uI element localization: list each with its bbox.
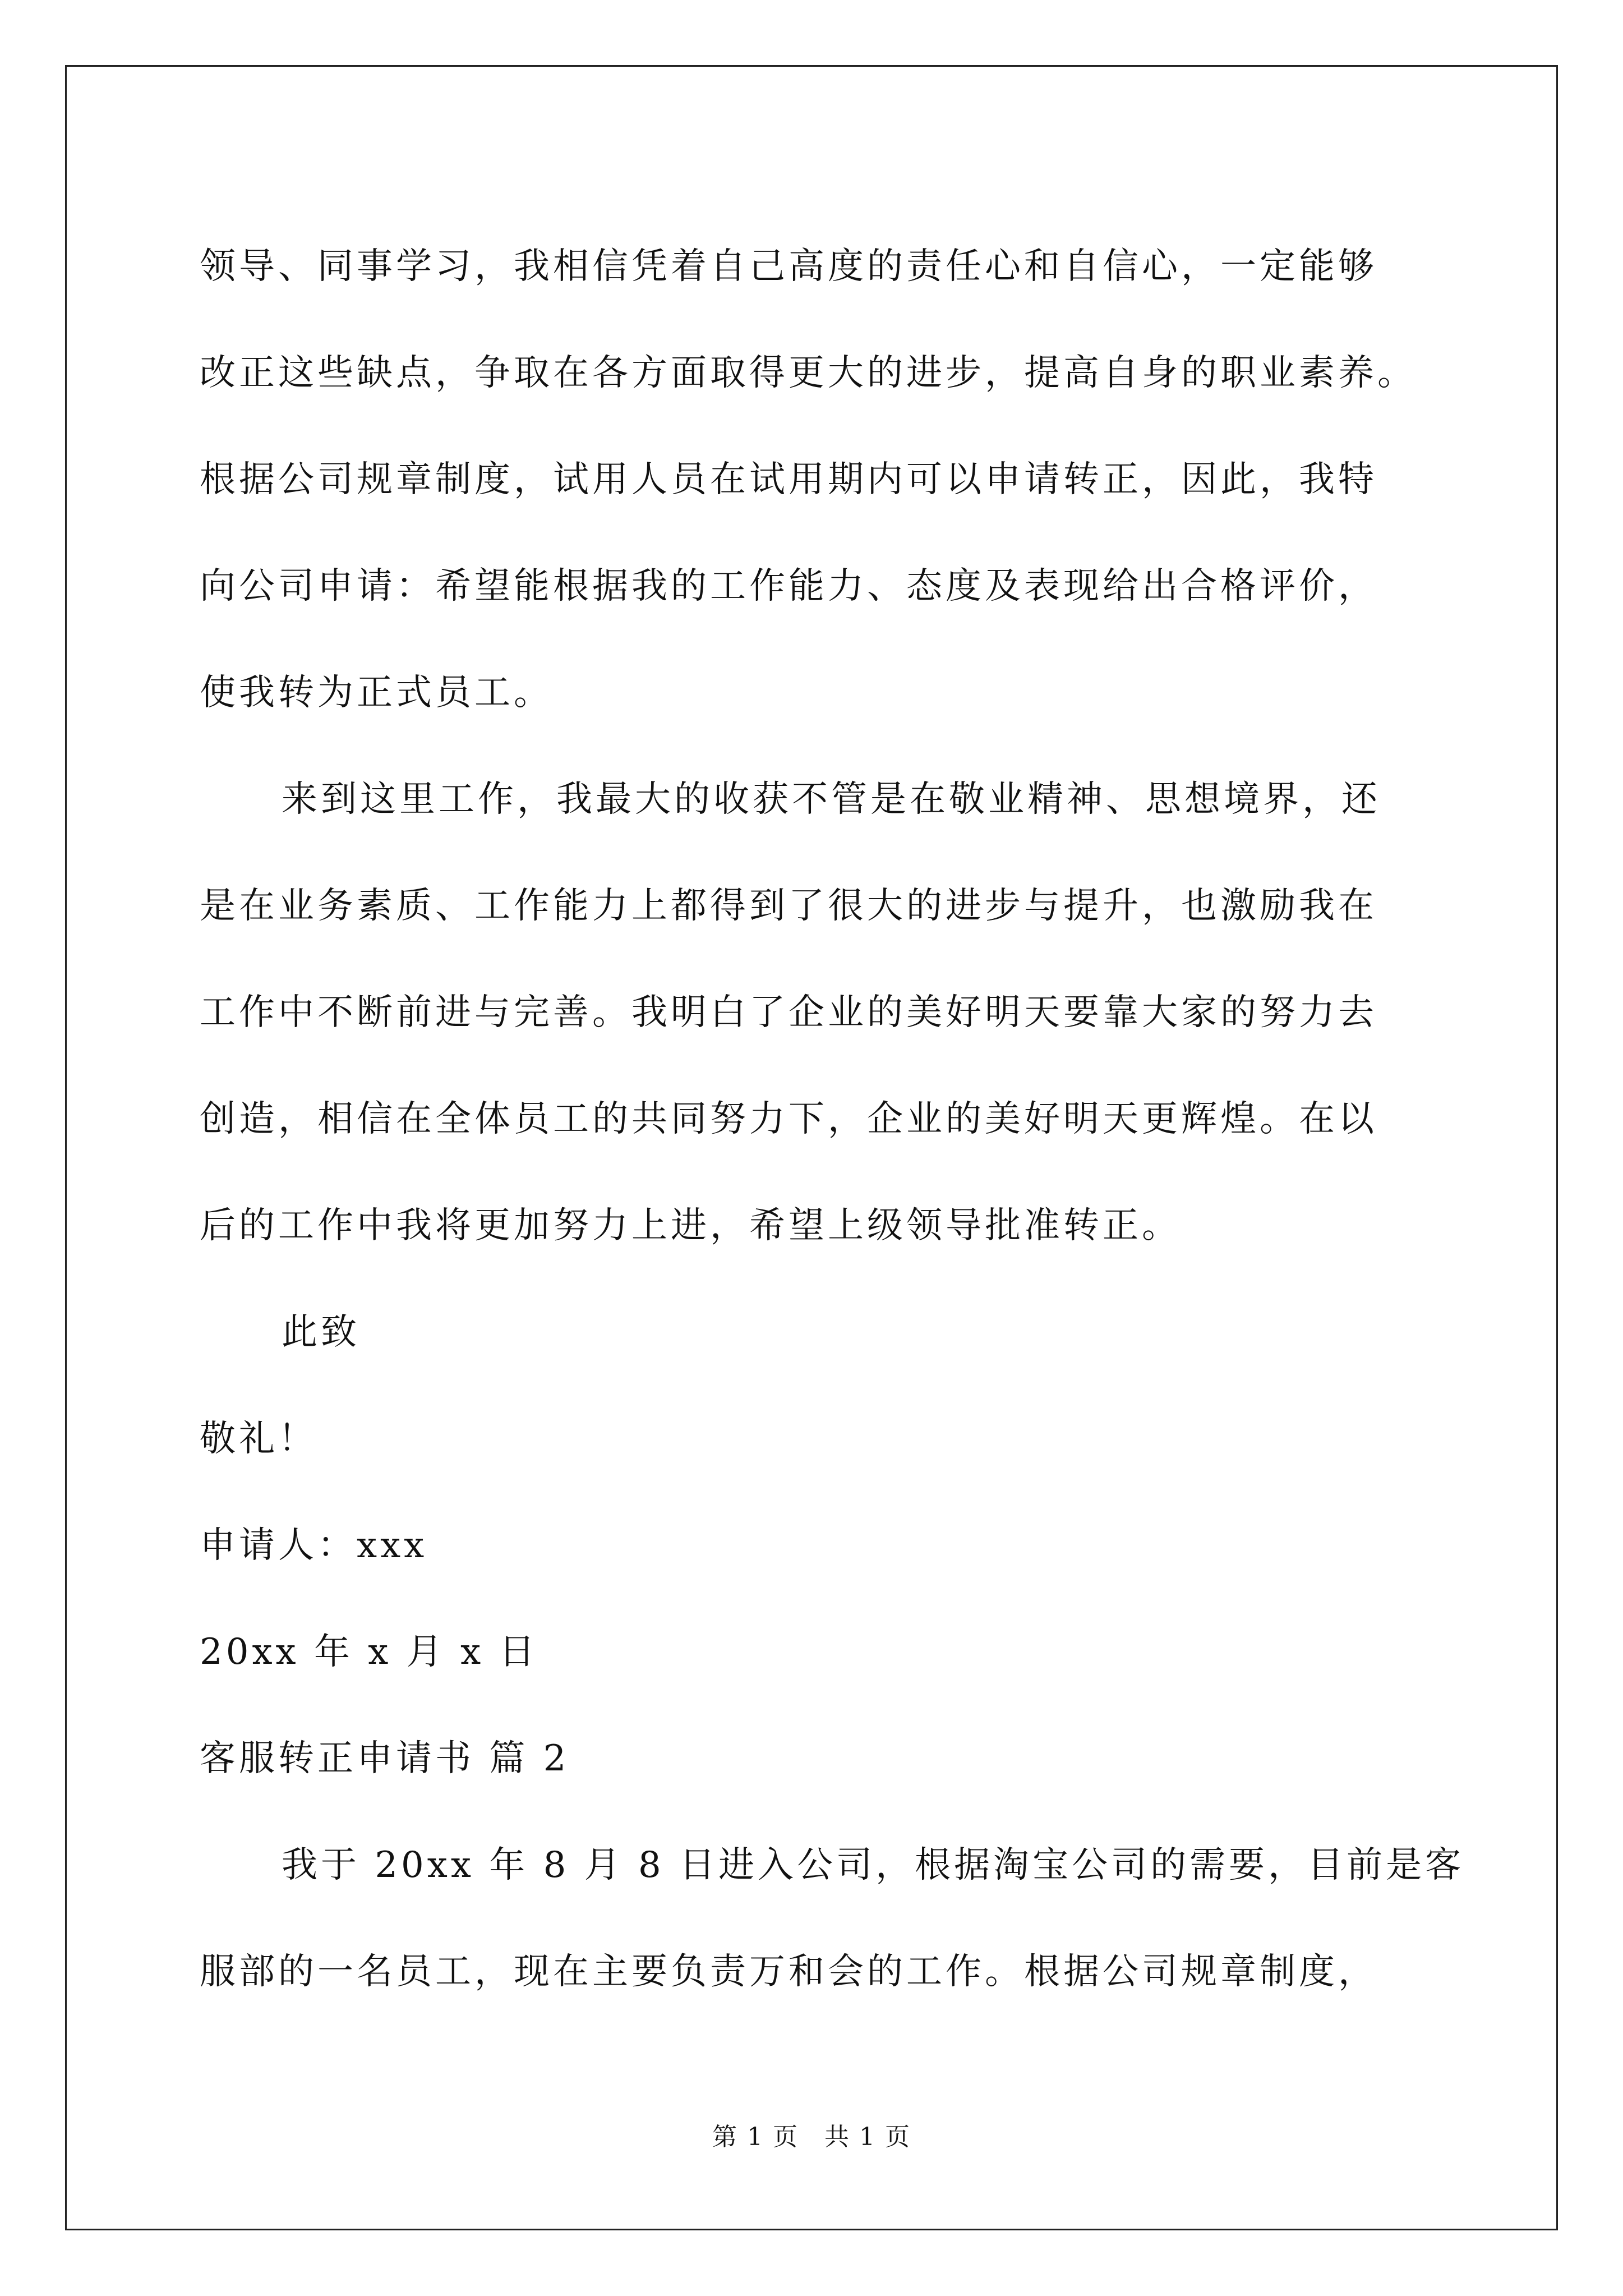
body-line-9: 创造，相信在全体员工的共同努力下，企业的美好明天更辉煌。在以 [200,1098,1377,1140]
body-line-10: 后的工作中我将更加努力上进，希望上级领导批准转正。 [200,1205,1181,1246]
body-line-5: 使我转为正式员工。 [200,672,553,714]
document-body [200,213,1465,2025]
closing-line: 敬礼！ [200,1418,317,1460]
body-line-6: 来到这里工作，我最大的收获不管是在敬业精神、思想境界，还 [282,779,1381,820]
applicant-line: 申请人：xxx [200,1525,428,1566]
date-line: 20xx 年 x 月 x 日 [200,1631,538,1673]
body-line-2: 改正这些缺点，争取在各方面取得更大的进步，提高自身的职业素养。 [200,352,1417,394]
section-title: 客服转正申请书 篇 2 [200,1738,570,1779]
salutation-line: 此致 [282,1312,360,1353]
body-line-7: 是在业务素质、工作能力上都得到了很大的进步与提升，也激励我在 [200,885,1377,927]
body-line-16: 我于 20xx 年 8 月 8 日进入公司，根据淘宝公司的需要，目前是客 [282,1844,1465,1886]
page-number-footer: 第 1 页 共 1 页 [712,2123,911,2151]
body-line-4: 向公司申请：希望能根据我的工作能力、态度及表现给出合格评价， [200,565,1377,607]
body-line-1: 领导、同事学习，我相信凭着自己高度的责任心和自信心，一定能够 [200,246,1377,287]
body-line-8: 工作中不断前进与完善。我明白了企业的美好明天要靠大家的努力去 [200,992,1377,1033]
body-line-3: 根据公司规章制度，试用人员在试用期内可以申请转正，因此，我特 [200,459,1377,500]
body-line-17: 服部的一名员工，现在主要负责万和会的工作。根据公司规章制度， [200,1951,1377,1993]
